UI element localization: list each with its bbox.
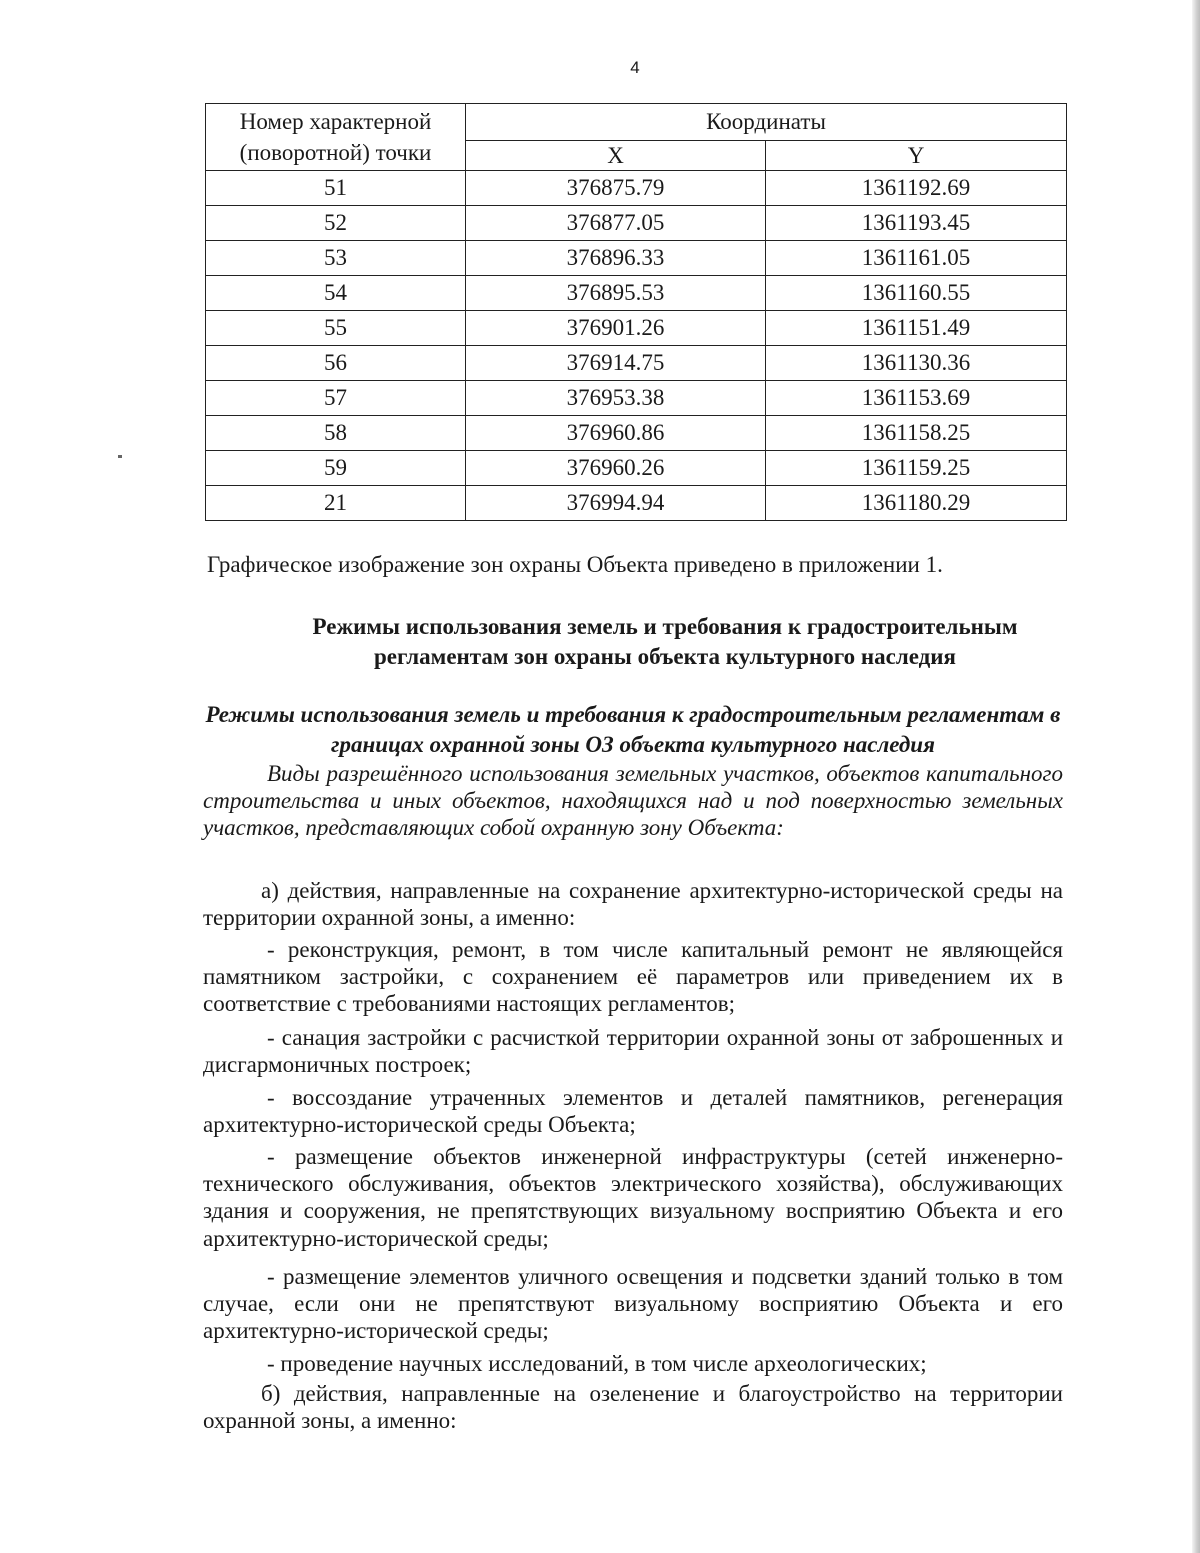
list-item-infrastructure: - размещение объектов инженерной инфраструктуры (сетей инженерно-технического обслуживания, объектов электрического хозяйства), обслуживающих здания и сооружения, не препятствующих визуальному восприятию Объекта и его архитектурно-исторической среды; (203, 1144, 1063, 1251)
paragraph-a: а) действия, направленные на сохранение архитектурно-исторической среды на территории охранной зоны, а именно: (203, 878, 1063, 931)
cell-x: 376875.79 (466, 171, 766, 206)
table-header-row (206, 104, 1067, 141)
table-row (206, 416, 1067, 451)
page-number: 4 (630, 58, 640, 77)
subsection-heading (200, 700, 1125, 760)
cell-y: 1361161.05 (766, 241, 1067, 276)
header-x: X (466, 141, 766, 171)
cell-point: 54 (206, 276, 466, 311)
table-row (206, 206, 1067, 241)
cell-x: 376994.94 (466, 486, 766, 521)
cell-y: 1361158.25 (766, 416, 1067, 451)
section-heading (200, 612, 1125, 672)
cell-x: 376914.75 (466, 346, 766, 381)
list-item-sanitation: - санация застройки с расчисткой территории охранной зоны от заброшенных и дисгармоничных построек; (203, 1025, 1063, 1078)
table-row (206, 381, 1067, 416)
table-row (206, 451, 1067, 486)
list-item-research: - проведение научных исследований, в том числе археологических; (267, 1351, 927, 1376)
cell-x: 376895.53 (466, 276, 766, 311)
list-item-recreation: - воссоздание утраченных элементов и деталей памятников, регенерация архитектурно-исторической среды Объекта; (203, 1085, 1063, 1138)
table-row (206, 276, 1067, 311)
table-row (206, 346, 1067, 381)
cell-x: 376896.33 (466, 241, 766, 276)
header-point-number: Номер характерной (поворотной) точки (206, 104, 466, 171)
cell-y: 1361160.55 (766, 276, 1067, 311)
cell-y: 1361193.45 (766, 206, 1067, 241)
cell-y: 1361192.69 (766, 171, 1067, 206)
cell-point: 56 (206, 346, 466, 381)
cell-point: 57 (206, 381, 466, 416)
cell-point: 59 (206, 451, 466, 486)
scan-edge (1192, 0, 1200, 1553)
cell-x: 376877.05 (466, 206, 766, 241)
header-y: Y (766, 141, 1067, 171)
scan-speck (118, 455, 122, 458)
cell-point: 58 (206, 416, 466, 451)
paragraph-b: б) действия, направленные на озеленение и благоустройство на территории охранной зоны, а именно: (203, 1381, 1063, 1434)
cell-point: 53 (206, 241, 466, 276)
cell-point: 52 (206, 206, 466, 241)
list-item-lighting: - размещение элементов уличного освещения и подсветки зданий только в том случае, если они не препятствуют визуальному восприятию Объекта и его архитектурно-исторической среды; (203, 1264, 1063, 1344)
subsection-heading-text: Режимы использования земель и требования к градостроительным регламентам в границах охранной зоны ОЗ объекта культурного наследия (205, 702, 1061, 757)
cell-y: 1361180.29 (766, 486, 1067, 521)
cell-point: 51 (206, 171, 466, 206)
cell-y: 1361159.25 (766, 451, 1067, 486)
table-row (206, 486, 1067, 521)
cell-point: 21 (206, 486, 466, 521)
cell-x: 376960.26 (466, 451, 766, 486)
section-heading-text: Режимы использования земель и требования к градостроительным регламентам зон охраны объекта культурного наследия (312, 614, 1018, 669)
cell-point: 55 (206, 311, 466, 346)
cell-x: 376960.86 (466, 416, 766, 451)
cell-y: 1361151.49 (766, 311, 1067, 346)
paragraph-permitted-uses: Виды разрешённого использования земельных участков, объектов капитального строительства и иных объектов, находящихся над и под поверхностью земельных участков, представляющих собой охранную зону Объекта: (203, 761, 1063, 841)
coordinates-table (205, 103, 1067, 521)
cell-x: 376901.26 (466, 311, 766, 346)
cell-y: 1361153.69 (766, 381, 1067, 416)
cell-y: 1361130.36 (766, 346, 1067, 381)
figure-caption: Графическое изображение зон охраны Объекта приведено в приложении 1. (207, 552, 943, 577)
table-row (206, 241, 1067, 276)
table-row (206, 171, 1067, 206)
cell-x: 376953.38 (466, 381, 766, 416)
table-row (206, 311, 1067, 346)
header-coordinates: Координаты (466, 104, 1067, 141)
list-item-reconstruction: - реконструкция, ремонт, в том числе капитальный ремонт не являющейся памятником застройки, с сохранением её параметров или приведением их в соответствие с требованиями настоящих регламентов; (203, 937, 1063, 1017)
